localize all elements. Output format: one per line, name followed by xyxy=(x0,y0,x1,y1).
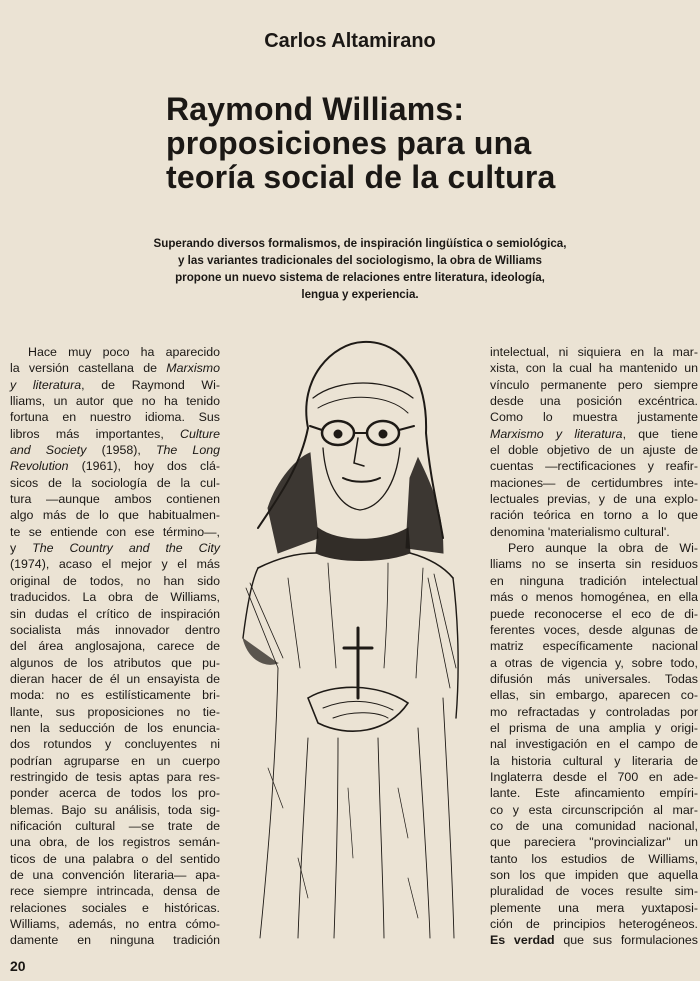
italic-title-text: Revolution xyxy=(10,459,69,474)
text-line xyxy=(490,622,698,638)
text-line xyxy=(10,622,220,638)
text-line xyxy=(490,491,698,507)
text-line xyxy=(10,916,220,932)
title-line: Raymond Williams: xyxy=(166,91,465,127)
text-segment: más o menos homogénea, en ella xyxy=(490,590,698,605)
text-line xyxy=(10,753,220,769)
text-line xyxy=(10,360,220,376)
text-segment: algo más de lo que habitualmen- xyxy=(10,508,220,523)
text-segment: el prisma de una amplia y origi- xyxy=(490,720,698,735)
lead-line: Superando diversos formalismos, de inspiración lingüística o semiológica, xyxy=(153,237,567,250)
text-line xyxy=(490,687,698,703)
text-line xyxy=(10,802,220,818)
italic-title-text: The Long xyxy=(155,443,220,458)
text-line xyxy=(10,507,220,523)
text-line xyxy=(10,393,220,409)
text-segment: maciones— de certidumbres inte- xyxy=(490,475,698,490)
text-segment: tura —aunque ambos contienen xyxy=(10,492,220,507)
text-segment: del área anglosajona, carece de xyxy=(10,639,220,654)
lead-line: y las variantes tradicionales del sociologismo, la obra de Williams xyxy=(178,254,542,267)
text-line xyxy=(490,360,698,376)
text-line xyxy=(490,883,698,899)
text-segment: ponder acerca de todos los pro- xyxy=(10,786,220,801)
text-segment: nen la seducción de los enuncia- xyxy=(10,720,220,735)
text-segment: te se entiende con ese término—, xyxy=(10,524,220,539)
text-segment: socialista más innovador dentro xyxy=(10,622,220,637)
text-line xyxy=(10,671,220,687)
text-line xyxy=(490,785,698,801)
text-segment: co de una comunidad nacional, xyxy=(490,818,698,833)
text-line xyxy=(490,589,698,605)
text-line xyxy=(10,720,220,736)
text-segment: (1961), hoy dos clá- xyxy=(68,459,220,474)
text-line xyxy=(490,720,698,736)
text-segment: en ninguna tradición intelectual xyxy=(490,573,698,588)
text-segment: de una convención literaria— apa- xyxy=(10,868,220,882)
lead-line: lengua y experiencia. xyxy=(301,288,419,301)
text-line xyxy=(490,442,698,458)
text-segment: denomina 'materialismo cultural'. xyxy=(490,524,670,539)
title-line: teoría social de la cultura xyxy=(166,159,556,195)
text-line xyxy=(490,377,698,393)
text-line xyxy=(490,769,698,785)
text-segment: Inglaterra desde el 700 en ade- xyxy=(490,769,698,784)
text-line xyxy=(10,638,220,654)
text-segment: plemente una mera yuxtaposi- xyxy=(490,900,698,915)
text-segment: desde una posición excéntrica. xyxy=(490,394,698,409)
text-segment: ellas, sin embargo, aparecen co- xyxy=(490,688,698,703)
text-line xyxy=(490,507,698,523)
text-segment: Como lo muestra justamente xyxy=(490,410,698,425)
text-segment: , que tiene xyxy=(622,426,699,441)
text-segment: ticos de una palabra o del sentido xyxy=(10,851,220,866)
page-number: 20 xyxy=(10,958,26,974)
text-segment: dos rotundos y concluyentes ni xyxy=(10,737,220,752)
text-line xyxy=(10,818,220,834)
text-line xyxy=(10,573,220,589)
text-segment: dieran hacer de él un ensayista de xyxy=(10,671,220,686)
text-segment: restringido de tesis aptas para res- xyxy=(10,769,220,784)
text-segment: y xyxy=(10,541,33,556)
text-line xyxy=(10,900,220,916)
text-line xyxy=(490,900,698,916)
text-segment: podrían agruparse en un cuerpo xyxy=(10,753,220,768)
text-line xyxy=(490,802,698,818)
text-segment: a otras de vigencia y, sobre todo, xyxy=(490,655,698,670)
text-segment: algunos de los atributos que pu- xyxy=(10,655,220,670)
text-line xyxy=(10,556,220,572)
text-line xyxy=(490,916,698,932)
text-line xyxy=(490,573,698,589)
text-segment: puede reconocerse el eco de di- xyxy=(490,606,698,621)
text-segment: la versión castellana de xyxy=(10,361,167,376)
text-segment: sin dudas el crítico de inspiración xyxy=(10,606,220,621)
text-segment: difusión más universales. Todas xyxy=(490,671,698,686)
text-segment: lante. Este afincamiento empíri- xyxy=(490,786,698,801)
text-segment: (1958), xyxy=(86,443,156,458)
text-line xyxy=(10,883,220,899)
italic-title-text: Marxismo xyxy=(166,361,220,376)
italic-title-text: Culture xyxy=(180,426,220,441)
text-segment: vínculo permanente pero siempre xyxy=(490,377,698,392)
text-segment: cuentas —rectificaciones y reafir- xyxy=(490,459,698,474)
lead-line: propone un nuevo sistema de relaciones entre literatura, ideología, xyxy=(175,271,545,284)
text-line xyxy=(10,867,220,883)
lead-paragraph xyxy=(100,235,620,303)
text-line xyxy=(10,540,220,556)
text-line xyxy=(490,818,698,834)
text-line xyxy=(490,932,698,948)
text-line xyxy=(10,834,220,850)
italic-title-text: Marxismo y literatura xyxy=(490,426,623,441)
text-segment: traducidos. La obra de Williams, xyxy=(10,590,220,605)
text-segment: ración teórica en torno a lo que xyxy=(490,508,698,523)
text-line xyxy=(490,753,698,769)
text-segment: rece siempre intrincada, densa de xyxy=(10,884,220,899)
text-segment: co y esta circunscripción al mar- xyxy=(490,802,698,817)
text-line xyxy=(490,851,698,867)
text-segment: Williams, además, no entra cómo- xyxy=(10,917,220,932)
text-segment: nal investigación en el campo de xyxy=(490,737,698,752)
text-segment: tanto los estudios de Williams, xyxy=(490,851,698,866)
text-line xyxy=(10,704,220,720)
text-line xyxy=(10,589,220,605)
text-line xyxy=(490,393,698,409)
text-segment: (1974), acaso el mejor y el más xyxy=(10,557,220,572)
text-segment: intelectual, ni siquiera en la mar- xyxy=(490,345,698,359)
text-segment: son los que impiden que aquella xyxy=(490,868,698,882)
text-segment: matriz específicamente nacional xyxy=(490,639,698,654)
text-line xyxy=(490,524,698,540)
text-line xyxy=(10,736,220,752)
text-segment: moda: no es estilísticamente bri- xyxy=(10,688,220,703)
title-line: proposiciones para una xyxy=(166,125,532,161)
text-line xyxy=(490,671,698,687)
text-line xyxy=(10,769,220,785)
text-line xyxy=(10,524,220,540)
left-text-column xyxy=(10,344,220,949)
text-line xyxy=(10,606,220,622)
text-segment: nificación cultural —se trate de xyxy=(10,818,220,833)
text-segment: ción de principios heterogéneos. xyxy=(490,917,698,932)
text-line xyxy=(10,932,220,948)
right-text-column xyxy=(490,344,698,949)
text-line xyxy=(10,655,220,671)
text-segment: lliams, un autor que no ha tenido xyxy=(10,394,220,409)
text-line xyxy=(490,409,698,425)
text-line xyxy=(490,867,698,883)
text-line xyxy=(10,475,220,491)
text-segment: la historia cultural y literaria de xyxy=(490,753,698,768)
text-segment: damente en ninguna tradición xyxy=(10,933,220,948)
raymond-williams-sketch-illustration xyxy=(238,338,464,944)
text-segment: original de todos, no han sido xyxy=(10,573,220,588)
author-name: Carlos Altamirano xyxy=(264,30,436,52)
text-segment: relaciones sociales e históricas. xyxy=(10,900,220,915)
text-line xyxy=(10,458,220,474)
text-segment: xista, con la cual ha mantenido un xyxy=(490,361,698,376)
text-segment: que pareciera ''provincializar'' un xyxy=(490,835,698,850)
text-segment: Es verdad xyxy=(490,933,555,948)
text-line xyxy=(10,409,220,425)
text-line xyxy=(490,475,698,491)
text-line xyxy=(490,426,698,442)
text-line xyxy=(490,344,698,360)
text-segment: mo refractadas y controladas por xyxy=(490,704,698,719)
text-segment: llante, sus proposiciones no tie- xyxy=(10,704,220,719)
text-segment: lliams no se inserta sin residuos xyxy=(490,557,698,572)
text-line xyxy=(10,442,220,458)
text-segment: blemas. Bajo su análisis, toda sig- xyxy=(10,802,220,817)
italic-title-text: y literatura xyxy=(10,377,82,392)
text-line xyxy=(490,655,698,671)
text-segment: pluralidad de voces resulte sim- xyxy=(490,884,698,899)
text-segment: Hace muy poco ha aparecido xyxy=(28,345,220,359)
text-line xyxy=(490,540,698,556)
text-segment: , de Raymond Wi- xyxy=(81,377,220,392)
text-line xyxy=(490,556,698,572)
text-line xyxy=(490,638,698,654)
text-segment: fortuna en nuestro idioma. Sus xyxy=(10,410,220,425)
text-segment: Pero aunque la obra de Wi- xyxy=(508,541,698,556)
text-line xyxy=(490,834,698,850)
text-segment: sicos de la sociología de la cul- xyxy=(10,475,220,490)
text-line xyxy=(10,851,220,867)
text-segment: lectuales previas, y de una explo- xyxy=(490,492,698,507)
text-line xyxy=(490,458,698,474)
text-line xyxy=(10,491,220,507)
text-line xyxy=(490,606,698,622)
text-line xyxy=(490,736,698,752)
text-line xyxy=(10,785,220,801)
text-line xyxy=(10,426,220,442)
text-line xyxy=(10,377,220,393)
text-line xyxy=(10,687,220,703)
text-segment: ferentes voces, desde algunas de xyxy=(490,622,698,637)
italic-title-text: The Country and the City xyxy=(32,541,221,556)
text-line xyxy=(10,344,220,360)
italic-title-text: and Society xyxy=(10,443,87,458)
text-segment: el doble objetivo de un ajuste de xyxy=(490,443,698,458)
text-segment: libros más importantes, xyxy=(10,426,181,441)
article-title xyxy=(166,92,556,194)
text-segment: que sus formulaciones xyxy=(554,933,699,948)
text-line xyxy=(490,704,698,720)
text-segment: una obra, de los registros semán- xyxy=(10,835,220,850)
